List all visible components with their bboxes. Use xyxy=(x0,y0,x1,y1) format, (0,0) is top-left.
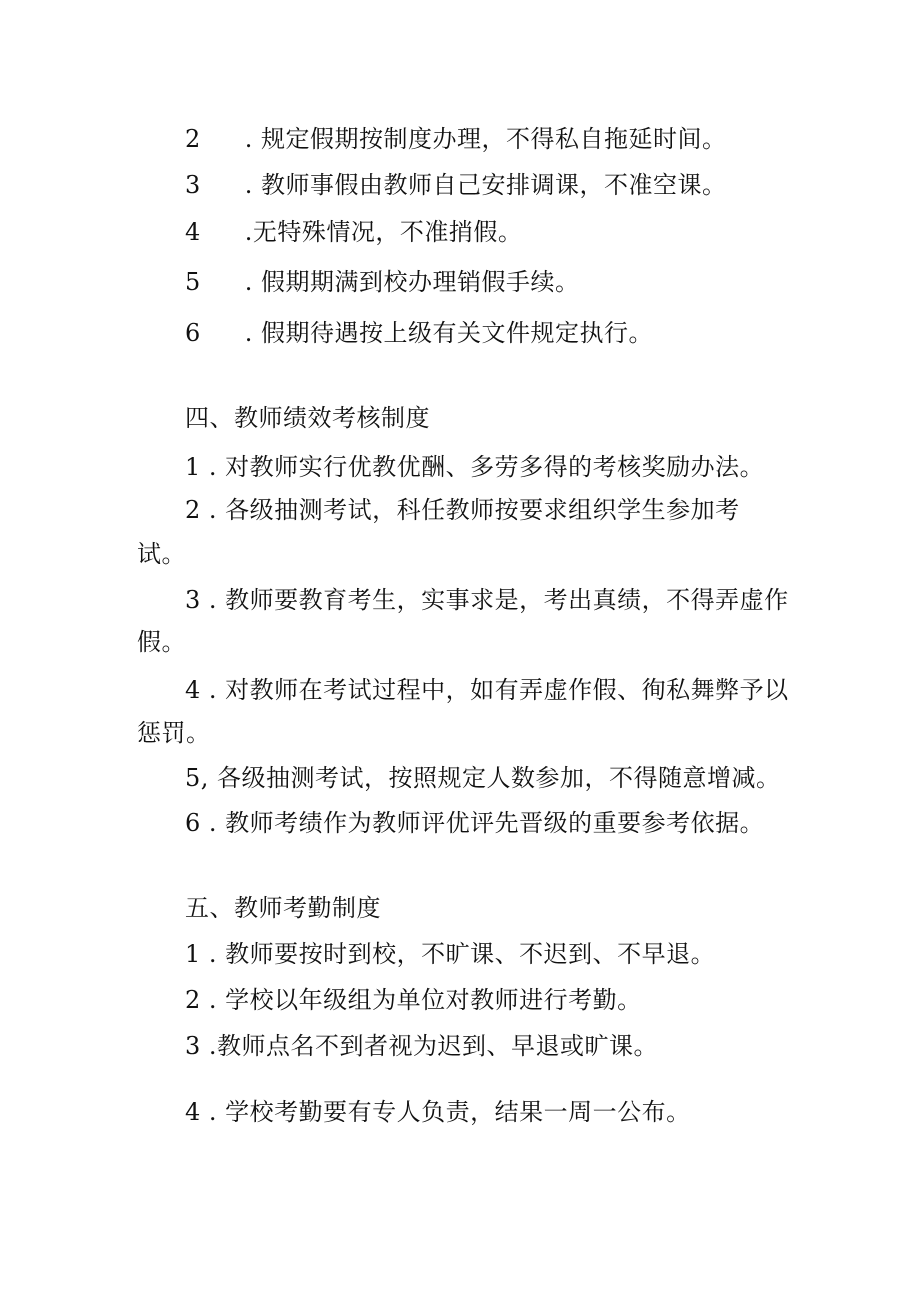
list-item: 2 . 学校以年级组为单位对教师进行考勤。 xyxy=(185,986,642,1014)
list-item: 1 . 对教师实行优教优酬、多劳多得的考核奖励办法。 xyxy=(185,453,765,481)
list-item xyxy=(185,267,580,297)
list-item-continuation: 试。 xyxy=(137,540,186,568)
list-item xyxy=(185,318,653,348)
item-number: 6 xyxy=(185,319,201,347)
list-item-continuation: 假。 xyxy=(137,628,186,656)
section-heading: 五、教师考勤制度 xyxy=(185,894,381,922)
item-number: 5 xyxy=(185,268,201,296)
list-item xyxy=(185,217,522,247)
item-number: 2 xyxy=(185,125,201,153)
list-item: 4 . 对教师在考试过程中，如有弄虚作假、徇私舞弊予以 xyxy=(185,676,789,704)
list-item: 3 . 教师要教育考生，实事求是，考出真绩，不得弄虚作 xyxy=(185,586,789,614)
list-item: 3 .教师点名不到者视为迟到、早退或旷课。 xyxy=(185,1032,659,1060)
item-text: . 假期待遇按上级有关文件规定执行。 xyxy=(244,319,654,347)
list-item-continuation: 惩罚。 xyxy=(137,719,211,747)
item-text: .无特殊情况，不准捎假。 xyxy=(244,218,523,246)
list-item xyxy=(185,124,727,154)
item-text: . 假期期满到校办理销假手续。 xyxy=(244,268,580,296)
item-number: 3 xyxy=(185,171,201,199)
section-heading: 四、教师绩效考核制度 xyxy=(185,404,430,432)
list-item: 1 . 教师要按时到校，不旷课、不迟到、不早退。 xyxy=(185,940,716,968)
list-item: 2 . 各级抽测考试，科任教师按要求组织学生参加考 xyxy=(185,496,740,524)
list-item: 5, 各级抽测考试，按照规定人数参加，不得随意增减。 xyxy=(185,764,781,792)
item-text: . 规定假期按制度办理，不得私自拖延时间。 xyxy=(244,125,727,153)
item-number: 4 xyxy=(185,218,201,246)
list-item: 4 . 学校考勤要有专人负责，结果一周一公布。 xyxy=(185,1098,691,1126)
item-text: . 教师事假由教师自己安排调课，不准空课。 xyxy=(244,171,727,199)
list-item: 6 . 教师考绩作为教师评优评先晋级的重要参考依据。 xyxy=(185,809,765,837)
list-item xyxy=(185,170,727,200)
